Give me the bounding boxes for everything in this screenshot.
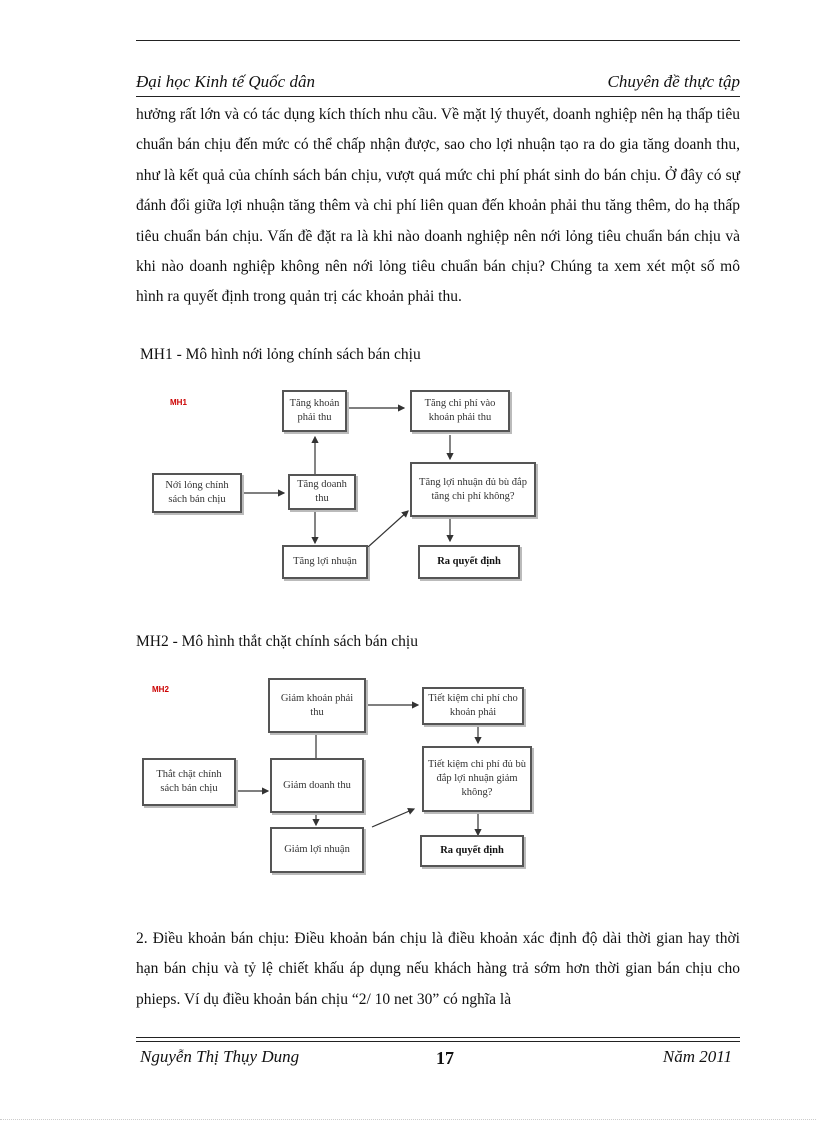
- figure-1-tag: MH1: [170, 398, 187, 407]
- footer-top-rule: [136, 1037, 740, 1038]
- mh1-box-increase-profit: Tăng lợi nhuận: [282, 545, 368, 579]
- mh2-box-decrease-receivables: Giảm khoản phải thu: [268, 678, 366, 733]
- mh1-box-increase-revenue: Tăng doanh thu: [288, 474, 356, 510]
- figure-1-diagram: [140, 385, 560, 585]
- figure-2-diagram: [140, 675, 560, 880]
- header-institution: Đại học Kinh tế Quốc dân: [136, 72, 315, 91]
- footer-top-rule-double: [136, 1041, 740, 1042]
- mh2-box-savings-cover-profit-question: Tiết kiệm chi phí đủ bù đắp lợi nhuận giảm không?: [422, 746, 532, 812]
- page-number: 17: [436, 1048, 454, 1068]
- mh2-box-make-decision: Ra quyết định: [420, 835, 524, 867]
- figure-2-caption: MH2 - Mô hình thắt chặt chính sách bán chịu: [136, 633, 418, 650]
- mh1-box-make-decision: Ra quyết định: [418, 545, 520, 579]
- header-document-type: Chuyên đề thực tập: [607, 72, 740, 91]
- figure-2-tag: MH2: [152, 685, 169, 694]
- mh1-box-increase-receivable-costs: Tăng chi phí vào khoản phải thu: [410, 390, 510, 432]
- figure-1-caption: MH1 - Mô hình nới lỏng chính sách bán chịu: [140, 346, 421, 363]
- page-bottom-edge: [0, 1119, 816, 1120]
- mh2-box-tighten-policy: Thắt chặt chính sách bán chịu: [142, 758, 236, 806]
- mh2-box-decrease-revenue: Giảm doanh thu: [270, 758, 364, 813]
- header-bottom-rule: [136, 96, 740, 97]
- footer-author: Nguyễn Thị Thụy Dung: [140, 1047, 300, 1066]
- mh1-box-profit-covers-costs-question: Tăng lợi nhuận đủ bù đắp tăng chi phí không?: [410, 462, 536, 517]
- footer-year: Năm 2011: [662, 1047, 732, 1066]
- mh2-box-decrease-profit: Giảm lợi nhuận: [270, 827, 364, 873]
- body-paragraph-2: 2. Điều khoản bán chịu: Điều khoản bán chịu là điều khoản xác định độ dài thời gian hay thời hạn bán chịu và tỷ lệ chiết khấu áp dụng nếu khách hàng trả sớm hơn thời gian bán chịu cho phieps. Ví dụ điều khoản bán chịu “2/ 10 net 30” có nghĩa là: [136, 930, 740, 1008]
- body-paragraph-1: hưởng rất lớn và có tác dụng kích thích nhu cầu. Về mặt lý thuyết, doanh nghiệp nên hạ thấp tiêu chuẩn bán chịu đến mức có thể chấp nhận được, sao cho lợi nhuận tạo ra do gia tăng doanh thu, như là kết quả của chính sách bán chịu, vượt quá mức chi phí phát sinh do bán chịu. Ở đây có sự đánh đổi giữa lợi nhuận tăng thêm và chi phí liên quan đến khoản phải thu tăng thêm, do hạ thấp tiêu chuẩn bán chịu. Vấn đề đặt ra là khi nào doanh nghiệp nên nới lỏng tiêu chuẩn bán chịu và khi nào doanh nghiệp không nên nới lỏng tiêu chuẩn bán chịu? Chúng ta xem xét một số mô hình ra quyết định trong quản trị các khoản phải thu.: [136, 106, 740, 306]
- mh1-box-increase-receivables: Tăng khoản phải thu: [282, 390, 347, 432]
- mh2-box-save-receivable-costs: Tiết kiệm chi phí cho khoản phải: [422, 687, 524, 725]
- header-top-rule: [136, 40, 740, 41]
- mh1-box-loosen-policy: Nới lỏng chính sách bán chịu: [152, 473, 242, 513]
